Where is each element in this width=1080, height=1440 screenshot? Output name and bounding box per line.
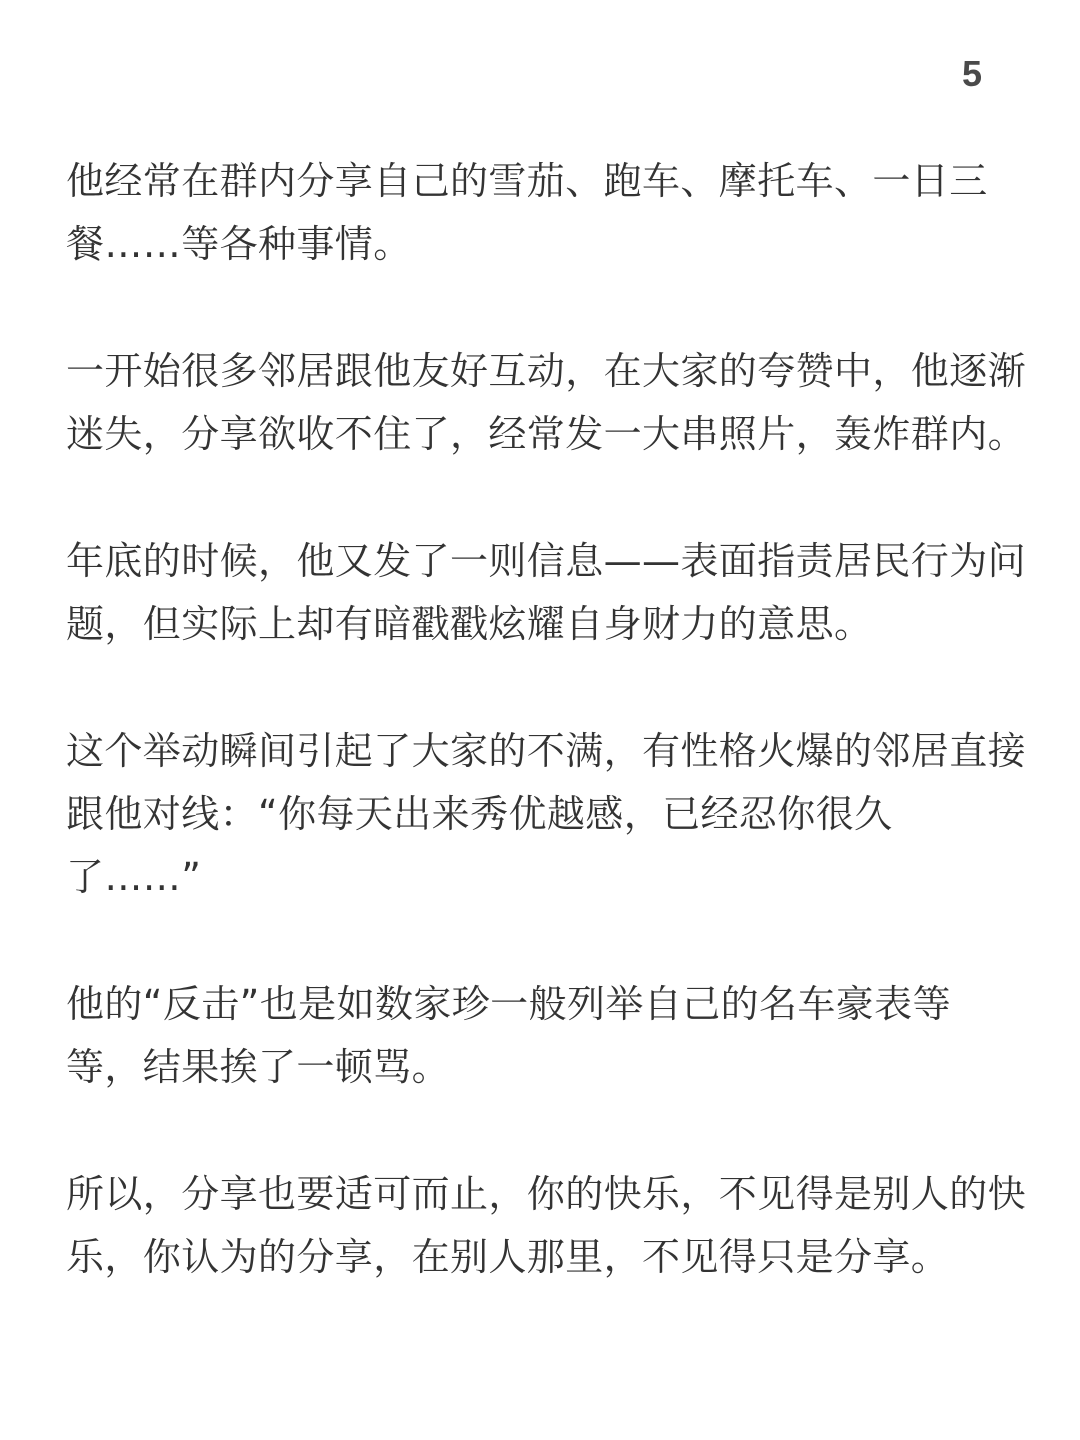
paragraph-line: 他经常在群内分享自己的雪茄、跑车、摩托车、一日三 [66,159,988,203]
paragraph-line: 了……” [66,855,202,899]
paragraph-line: 等，结果挨了一顿骂。 [66,1045,451,1089]
paragraph-line: 一开始很多邻居跟他友好互动，在大家的夸赞中，他逐渐 [66,349,1027,393]
paragraph-4 [66,720,1027,909]
paragraph-3 [66,530,1027,656]
paragraph-line: 餐……等各种事情。 [66,222,412,266]
paragraph-line: 这个举动瞬间引起了大家的不满，有性格火爆的邻居直接 [66,729,1027,773]
paragraph-2 [66,340,1027,466]
paragraph-5 [66,973,1016,1099]
paragraph-line: 所以，分享也要适可而止，你的快乐，不见得是别人的快 [66,1172,1027,1216]
paragraph-line: 跟他对线：“你每天出来秀优越感，已经忍你很久 [66,792,893,836]
paragraph-line: 年底的时候，他又发了一则信息——表面指责居民行为问 [66,539,1027,583]
paragraph-6 [66,1163,1027,1289]
paragraph-1 [66,150,1016,276]
article-body [66,150,1027,1353]
paragraph-line: 迷失，分享欲收不住了，经常发一大串照片，轰炸群内。 [66,412,1027,456]
paragraph-line: 题，但实际上却有暗戳戳炫耀自身财力的意思。 [66,602,873,646]
page-number: 5 [961,53,982,94]
paragraph-line: 他的“反击”也是如数家珍一般列举自己的名车豪表等 [66,982,951,1026]
paragraph-line: 乐，你认为的分享，在别人那里，不见得只是分享。 [66,1235,950,1279]
